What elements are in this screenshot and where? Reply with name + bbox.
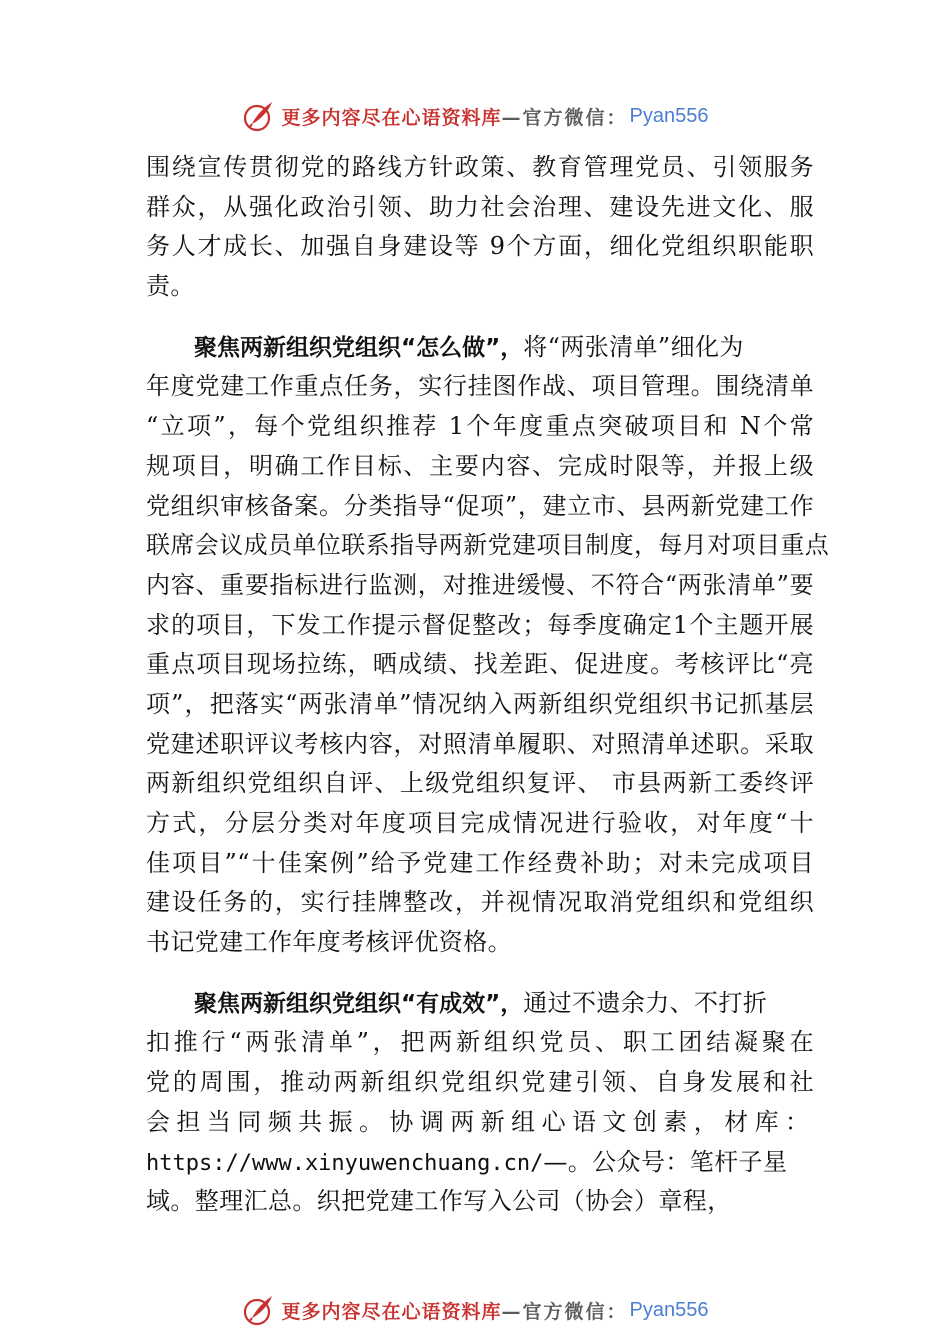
wechat-id: Pyan556 (629, 104, 709, 127)
text-line: 内容、重要指标进行监测，对推进缓慢、不符合“两张清单”要 (146, 570, 814, 599)
brand-name: 更多内容尽在心语资料库 (281, 106, 502, 129)
quill-pen-logo-icon (242, 1293, 276, 1327)
text-line (146, 328, 814, 368)
footer-banner (0, 1290, 950, 1330)
paragraph-2 (146, 328, 830, 963)
header-banner (0, 96, 950, 136)
document-body (146, 148, 830, 1222)
text-run: 将“两张清单”细化为 (523, 332, 744, 361)
source-url: https://www.xinyuwenchuang.cn/ (146, 1150, 544, 1176)
text-line: 群众，从强化政治引领、助力社会治理、建设先进文化、服 (146, 192, 814, 221)
text-line: “立项”，每个党组织推荐 1个年度重点突破项目和 N个常 (146, 412, 814, 441)
paragraph-lead: 聚焦两新组织党组织“怎么做”， (194, 334, 524, 361)
text-line: 两新组织党组织自评、上级党组织复评、 市县两新工委终评 (146, 769, 814, 798)
text-line: 会担当同频共振。协调两新组心语文创素，材库： (146, 1107, 814, 1136)
brand-name: 更多内容尽在心语资料库 (281, 1300, 502, 1323)
wechat-prefix: —官方微信： (501, 1300, 628, 1323)
text-line: 党的周围，推动两新组织党组织党建引领、自身发展和社 (146, 1068, 814, 1097)
text-line: 求的项目，下发工作提示督促整改；每季度确定1个主题开展 (146, 610, 814, 639)
paragraph-3 (146, 984, 814, 1222)
text-line: 建设任务的，实行挂牌整改，并视情况取消党组织和党组织 (146, 888, 814, 917)
text-run: 通过不遗余力、不打折 (523, 988, 768, 1017)
wechat-prefix: —官方微信： (501, 106, 628, 129)
paragraph-1 (146, 148, 814, 307)
text-line: 责。 (146, 272, 195, 301)
text-line: 扣推行“两张清单”，把两新组织党员、职工团结凝聚在 (146, 1028, 814, 1057)
text-line: 年度党建工作重点任务，实行挂图作战、项目管理。围绕清单 (146, 372, 814, 401)
text-line (146, 984, 814, 1024)
text-line: 围绕宣传贯彻党的路线方针政策、教育管理党员、引领服务 (146, 153, 814, 181)
text-line: 佳项目”“十佳案例”给予党建工作经费补助；对未完成项目 (146, 848, 814, 877)
text-line: 域。整理汇总。织把党建工作写入公司（协会）章程， (146, 1187, 732, 1216)
text-line (146, 1143, 814, 1183)
quill-pen-logo-icon (242, 99, 276, 133)
text-line: 党组织审核备案。分类指导“促项”，建立市、县两新党建工作 (146, 491, 814, 520)
text-line: 务人才成长、加强自身建设等 9个方面，细化党组织职能职 (146, 232, 814, 261)
text-line: 项”，把落实“两张清单”情况纳入两新组织党组织书记抓基层 (146, 689, 814, 718)
paragraph-lead: 聚焦两新组织党组织“有成效”， (194, 990, 524, 1017)
wechat-id: Pyan556 (629, 1298, 709, 1321)
text-line: 联席会议成员单位联系指导两新党建项目制度，每月对项目重点 (146, 531, 830, 560)
text-line: 书记党建工作年度考核评优资格。 (146, 928, 512, 957)
text-run: —。公众号：笔杆子星 (543, 1147, 788, 1176)
text-line: 党建述职评议考核内容，对照清单履职、对照清单述职。采取 (146, 729, 814, 758)
text-line: 规项目，明确工作目标、主要内容、完成时限等，并报上级 (146, 451, 814, 480)
text-line: 方式，分层分类对年度项目完成情况进行验收，对年度“十 (146, 809, 814, 837)
text-line: 重点项目现场拉练，晒成绩、找差距、促进度。考核评比“亮 (146, 650, 814, 679)
